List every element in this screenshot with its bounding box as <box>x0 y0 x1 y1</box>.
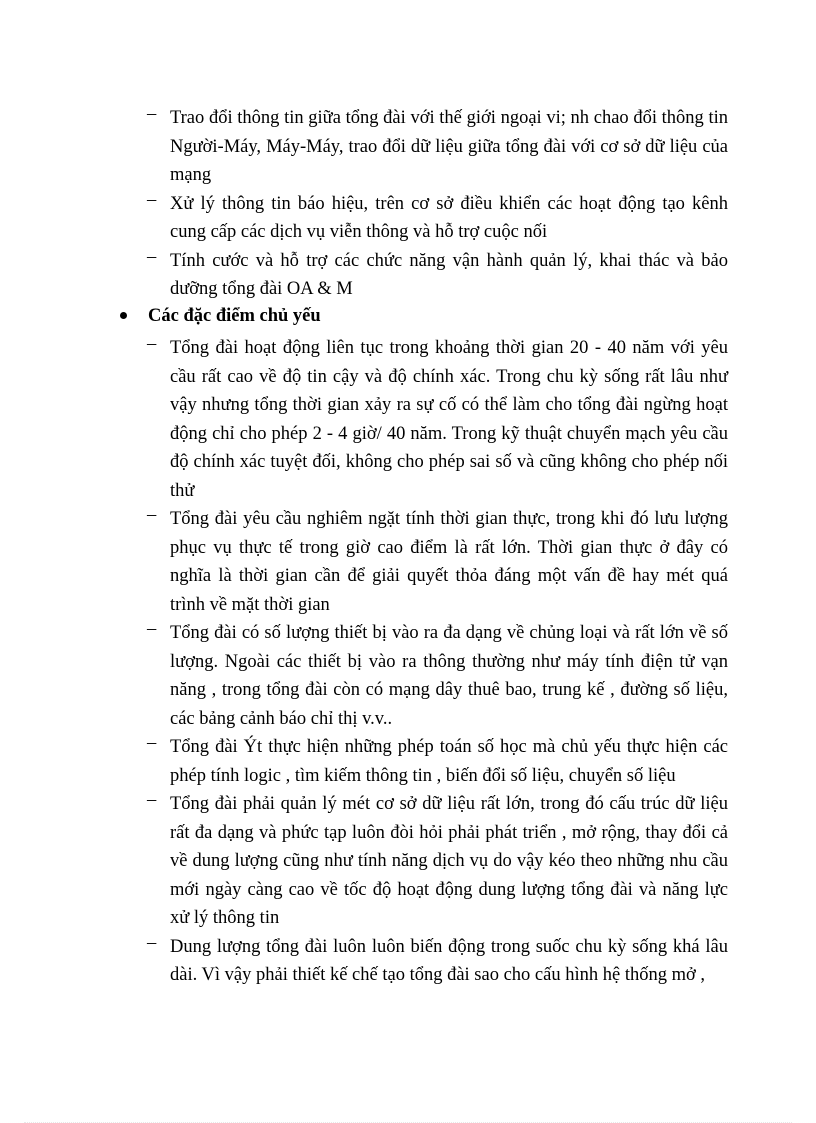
dash-marker: – <box>147 619 157 639</box>
dash-marker: – <box>147 790 157 810</box>
list-item <box>0 733 816 790</box>
list-item <box>0 104 816 190</box>
section-heading <box>0 301 816 331</box>
dash-marker: – <box>147 246 157 267</box>
bullet-icon <box>120 312 127 319</box>
list-item <box>0 505 816 619</box>
dash-marker: – <box>147 189 157 210</box>
list-item <box>0 619 816 733</box>
list-item-text: Tổng đài phải quản lý mét cơ sở dữ liệu rất lớn, trong đó cấu trúc dữ liệu rất đa dạng và phức tạp luôn đòi hỏi phải phát triển , mở rộng, thay đổi cả về dung lượng cũng như tính năng dịch vụ do vậy kéo theo những nhu cầu mới ngày càng cao về tốc độ hoạt động dung lượng tổng đài và năng lực xử lý thông tin <box>170 794 728 928</box>
list-item-text: Tổng đài có số lượng thiết bị vào ra đa dạng về chủng loại và rất lớn về số lượng. Ngoài các thiết bị vào ra thông thường như máy tính điện tử vạn năng , trong tổng đài còn có mạng dây thuê bao, trung kế , đường số liệu, các bảng cảnh báo chỉ thị v.v.. <box>170 623 728 729</box>
list-item-text: Tính cước và hỗ trợ các chức năng vận hành quản lý, khai thác và bảo dưỡng tổng đài OA & M <box>170 250 728 299</box>
list-item <box>0 334 816 505</box>
list-item-text: Tổng đài Ýt thực hiện những phép toán số học mà chủ yếu thực hiện các phép tính logic , tìm kiếm thông tin , biến đổi số liệu, chuyển số liệu <box>170 737 728 786</box>
list-item-text: Dung lượng tổng đài luôn luôn biến động trong suốc chu kỳ sống khá lâu dài. Vì vậy phải thiết kế chế tạo tổng đài sao cho cấu hình hệ thống mở , <box>170 936 728 985</box>
dash-marker: – <box>147 733 157 753</box>
function-list <box>0 104 816 304</box>
list-item <box>0 190 816 247</box>
list-item-text: Tổng đài hoạt động liên tục trong khoảng thời gian 20 - 40 năm với yêu cầu rất cao về độ tin cậy và độ chính xác. Trong chu kỳ sống rất lâu như vậy nhưng tổng thời gian xảy ra sự cố có thể làm cho tổng đài ngừng hoạt động chỉ cho phép 2 - 4 giờ/ 40 năm. Trong kỹ thuật chuyển mạch yêu cầu độ chính xác tuyệt đối, không cho phép sai số và cũng không cho phép nối thử <box>170 338 728 501</box>
list-item-text: Tổng đài yêu cầu nghiêm ngặt tính thời gian thực, trong khi đó lưu lượng phục vụ thực tế trong giờ cao điểm là rất lớn. Thời gian thực ở đây có nghĩa là thời gian cần để giải quyết thỏa đáng một vấn đề hay mét quá trình về mặt thời gian <box>170 509 728 615</box>
dash-marker: – <box>147 505 157 525</box>
list-item-text: Trao đổi thông tin giữa tổng đài với thế giới ngoại vi; nh chao đổi thông tin Người-Máy, Máy-Máy, trao đổi dữ liệu giữa tổng đài với cơ sở dữ liệu của mạng <box>170 108 728 185</box>
dash-marker: – <box>147 932 157 953</box>
list-item <box>0 790 816 933</box>
dash-marker: – <box>147 104 157 124</box>
list-item <box>0 933 816 990</box>
list-item-text: Xử lý thông tin báo hiệu, trên cơ sở điều khiển các hoạt động tạo kênh cung cấp các dịch vụ viễn thông và hỗ trợ cuộc nối <box>170 193 728 242</box>
dash-marker: – <box>147 334 157 354</box>
characteristics-list <box>0 334 816 990</box>
list-item <box>0 247 816 304</box>
section-heading-text: Các đặc điểm chủ yếu <box>148 306 321 326</box>
